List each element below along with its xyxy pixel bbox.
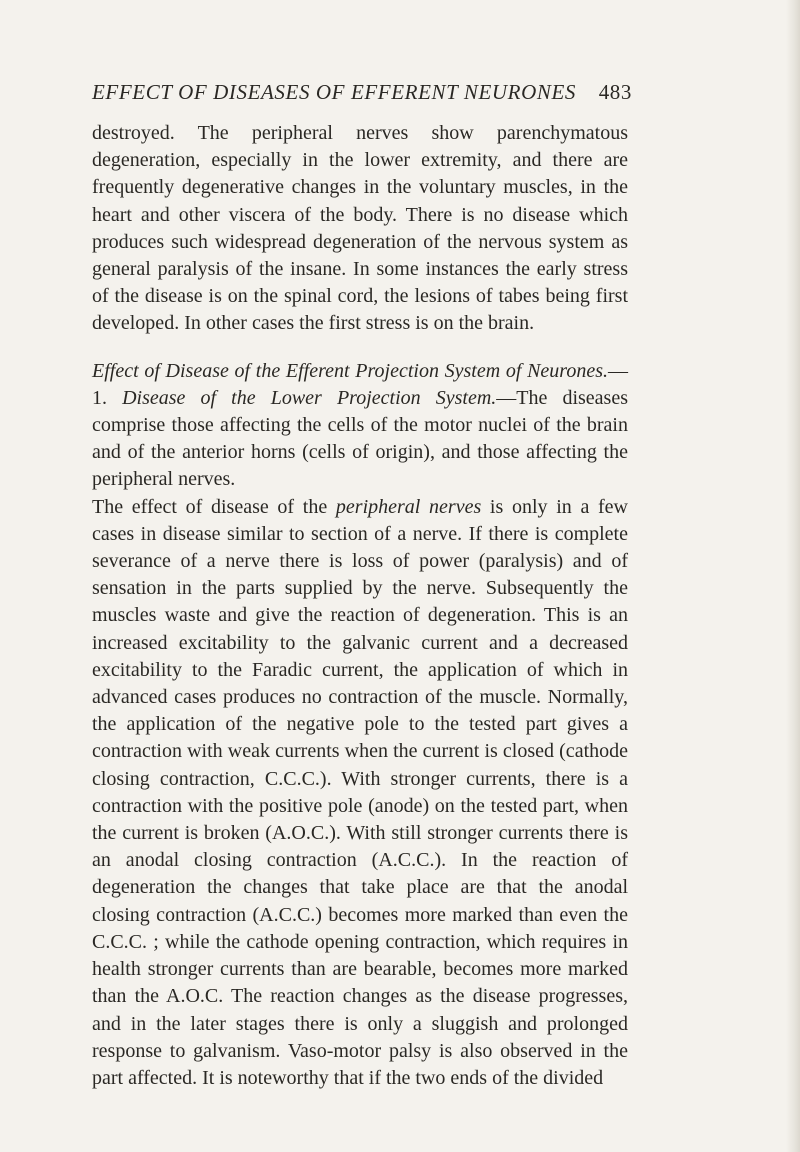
section-paragraph bbox=[92, 358, 628, 494]
section-heading: Effect of Disease of the Efferent Projection System of Neurones. bbox=[92, 359, 608, 382]
paragraph-continuation: destroyed. The peripheral nerves show parenchymatous degeneration, especially in the lower extremity, and there are frequently degenerative changes in the voluntary muscles, in the heart and other viscera of the body. There is no disease which produces such widespread degeneration of the nervous system as general paralysis of the insane. In some instances the early stress of the disease is on the spinal cord, the lesions of tabes being first developed. In other cases the first stress is on the brain. bbox=[92, 122, 628, 335]
paragraph-lead: The effect of disease of the bbox=[92, 495, 336, 518]
italic-term: peripheral nerves bbox=[335, 495, 482, 518]
section-body: The diseases comprise those affecting the cells of the motor nuclei of the brain and of the anterior horns (cells of origin), and those affecting the peripheral nerves. bbox=[92, 386, 628, 491]
subsection-dash: — bbox=[496, 386, 517, 409]
body-text bbox=[92, 120, 628, 1092]
page-number: 483 bbox=[598, 80, 632, 104]
running-head bbox=[92, 70, 632, 114]
paragraph-spacer bbox=[92, 338, 628, 358]
section-dash: —1. bbox=[92, 359, 628, 409]
page-edge bbox=[786, 0, 800, 1152]
running-head-title: EFFECT OF DISEASES OF EFFERENT NEURONES bbox=[92, 80, 576, 104]
paragraph-peripheral-nerves bbox=[92, 494, 628, 1092]
paragraph-body: is only in a few cases in disease similar to section of a nerve. If there is complete severance of a nerve there is loss of power (paralysis) and of sensation in the parts supplied by the nerve. Subsequently the muscles waste and give the reaction of degeneration. This is an increased excitability to the galvanic current and a decreased excitability to the Faradic current, the application of which in advanced cases produces no contraction of the muscle. Normally, the application of the negative pole to the tested part gives a contraction with weak currents when the current is closed (cathode closing contraction, C.C.C.). With stronger currents, there is a contraction with the positive pole (anode) on the tested part, when the current is broken (A.O.C.). With still stronger currents there is an anodal closing contraction (A.C.C.). In the reaction of degeneration the changes that take place are that the anodal closing contraction (A.C.C.) becomes more marked than even the C.C.C. ; while the cathode opening contraction, which requires in health stronger currents than are bearable, becomes more marked than the A.O.C. The reaction changes as the disease progresses, and in the later stages there is only a sluggish and prolonged response to galvanism. Vaso-motor palsy is also observed in the part affected. It is noteworthy that if the two ends of the divided bbox=[92, 495, 629, 1089]
subsection-heading: Disease of the Lower Projection System. bbox=[122, 386, 497, 409]
